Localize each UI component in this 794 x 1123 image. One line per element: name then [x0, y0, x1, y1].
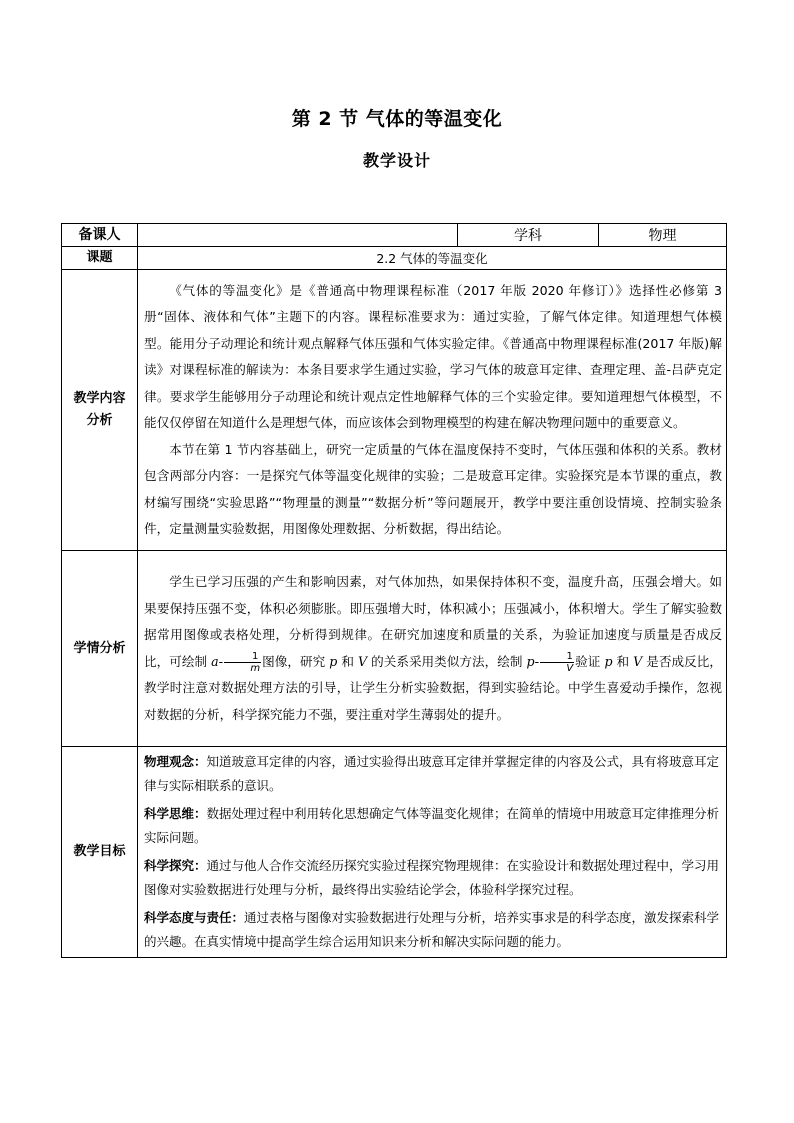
learner-text-7: 是否成反比，教学时注意对数据处理方法的引导，让学生分析实验数据，得到实验结论。中学生喜爱动手操作，忽视对数据的分析，科学探究能力不强，要注重对学生薄弱处的提升。 [144, 653, 722, 722]
learner-analysis-text [138, 551, 727, 747]
fraction-one-over-V [540, 651, 574, 674]
goal-heading: 物理观念： [144, 754, 207, 769]
lesson-plan-table [61, 223, 727, 958]
learner-text-6: 和 [612, 653, 634, 669]
goal-item [144, 906, 722, 954]
var-p-2: p [526, 653, 535, 669]
table-row-content-analysis [62, 270, 727, 551]
content-paragraph-2: 本节在第 1 节内容基础上，研究一定质量的气体在温度保持不变时，气体压强和体积的关系。教材包含两部分内容：一是探究气体等温变化规律的实验；二是玻意耳定律。实验探究是本节课的重点，教材编写围绕“实验思路”“物理量的测量”“数据分析”等问题展开，教学中要注重创设情境、控制实验条件，定量测量实验数据，用图像处理数据、分析数据，得出结论。 [144, 441, 722, 536]
goal-item [144, 854, 722, 902]
content-label-line2: 分析 [86, 413, 113, 428]
fraction-1-numerator: 1 [224, 651, 261, 663]
topic-label: 课题 [62, 247, 138, 270]
goal-text: 通过与他人合作交流经历探究实验过程探究物理规律：在实验设计和数据处理过程中，学习用图像对实验数据进行处理与分析，最终得出实验结论学会，体验科学探究过程。 [144, 858, 720, 897]
content-analysis-text [138, 270, 727, 551]
page-subtitle: 教学设计 [362, 151, 431, 170]
preparer-value [138, 224, 458, 247]
fraction-1-denominator: m [250, 662, 261, 674]
var-p-3: p [604, 653, 613, 669]
learner-paragraph [144, 569, 722, 728]
goal-text: 知道玻意耳定律的内容，通过实验得出玻意耳定律并掌握定律的内容及公式，具有将玻意耳定律与实际相联系的意识。 [144, 754, 720, 793]
dash-1: - [218, 653, 224, 669]
learner-analysis-label: 学情分析 [62, 551, 138, 747]
teaching-goals-text [138, 747, 727, 958]
fraction-2-numerator: 1 [540, 651, 574, 663]
goal-item [144, 750, 722, 798]
content-paragraph-1: 《气体的等温变化》是《普通高中物理课程标准（2017 年版 2020 年修订）》选择性必修第 3 册“固体、液体和气体”主题下的内容。课程标准要求为：通过实验，了解气体定律。知道理想气体模型。能用分子动理论和统计观点解释气体压强和气体实验定律。《普通高中物理课程标准(2017 年版)解读》对课程标准的解读为：本条目要求学生通过实验，学习气体的玻意耳定律、查理定理、盖-吕萨克定律。要求学生能够用分子动理论和统计观点定性地解释气体的三个实验定律。要知道理想气体模型，不能仅仅停留在知道什么是理想气体，而应该体会到物理模型的构建在解决物理问题中的重要意义。 [144, 282, 722, 430]
topic-value: 2.2 气体的等温变化 [138, 247, 727, 270]
learner-text-3: 和 [337, 653, 358, 669]
dash-2: - [534, 653, 540, 669]
learner-text-5: 验证 [575, 653, 605, 669]
learner-text-2: 图像，研究 [262, 653, 330, 669]
goal-item [144, 802, 722, 850]
goal-heading: 科学探究： [144, 858, 207, 873]
fraction-one-over-m [224, 651, 261, 674]
content-analysis-label [62, 270, 138, 551]
learner-text-4: 的关系采用类似方法，绘制 [367, 653, 527, 669]
subject-label: 学科 [458, 224, 599, 247]
learner-text-1: 学生已学习压强的产生和影响因素，对气体加热，如果保持体积不变，温度升高，压强会增大。如果要保持压强不变，体积必须膨胀。即压强增大时，体积减小；压强减小，体积增大。学生了解实验数据常用图像或表格处理，分析得到规律。在研究加速度和质量的关系，为验证加速度与质量是否成反比，可绘制 [144, 574, 722, 669]
page-title: 第 2 节 气体的等温变化 [291, 108, 503, 130]
var-V-2: V [633, 653, 643, 669]
goal-heading: 科学思维： [144, 806, 207, 821]
table-row-teaching-goals [62, 747, 727, 958]
preparer-label: 备课人 [62, 224, 138, 247]
subject-value: 物理 [599, 224, 727, 247]
goal-heading: 科学态度与责任： [144, 910, 245, 925]
goal-text: 通过表格与图像对实验数据进行处理与分析，培养实事求是的科学态度，激发探索科学的兴趣。在真实情境中提高学生综合运用知识来分析和解决实际问题的能力。 [144, 910, 720, 949]
var-p-1: p [329, 653, 338, 669]
content-label-line1: 教学内容 [73, 391, 126, 406]
table-row-preparer [62, 224, 727, 247]
var-V-1: V [357, 653, 368, 669]
table-row-learner-analysis [62, 551, 727, 747]
var-a: a [211, 653, 219, 669]
fraction-2-denominator: V [566, 662, 574, 674]
teaching-goals-label: 教学目标 [62, 747, 138, 958]
table-row-topic [62, 247, 727, 270]
goal-text: 数据处理过程中利用转化思想确定气体等温变化规律；在简单的情境中用玻意耳定律推理分析实际问题。 [144, 806, 720, 845]
